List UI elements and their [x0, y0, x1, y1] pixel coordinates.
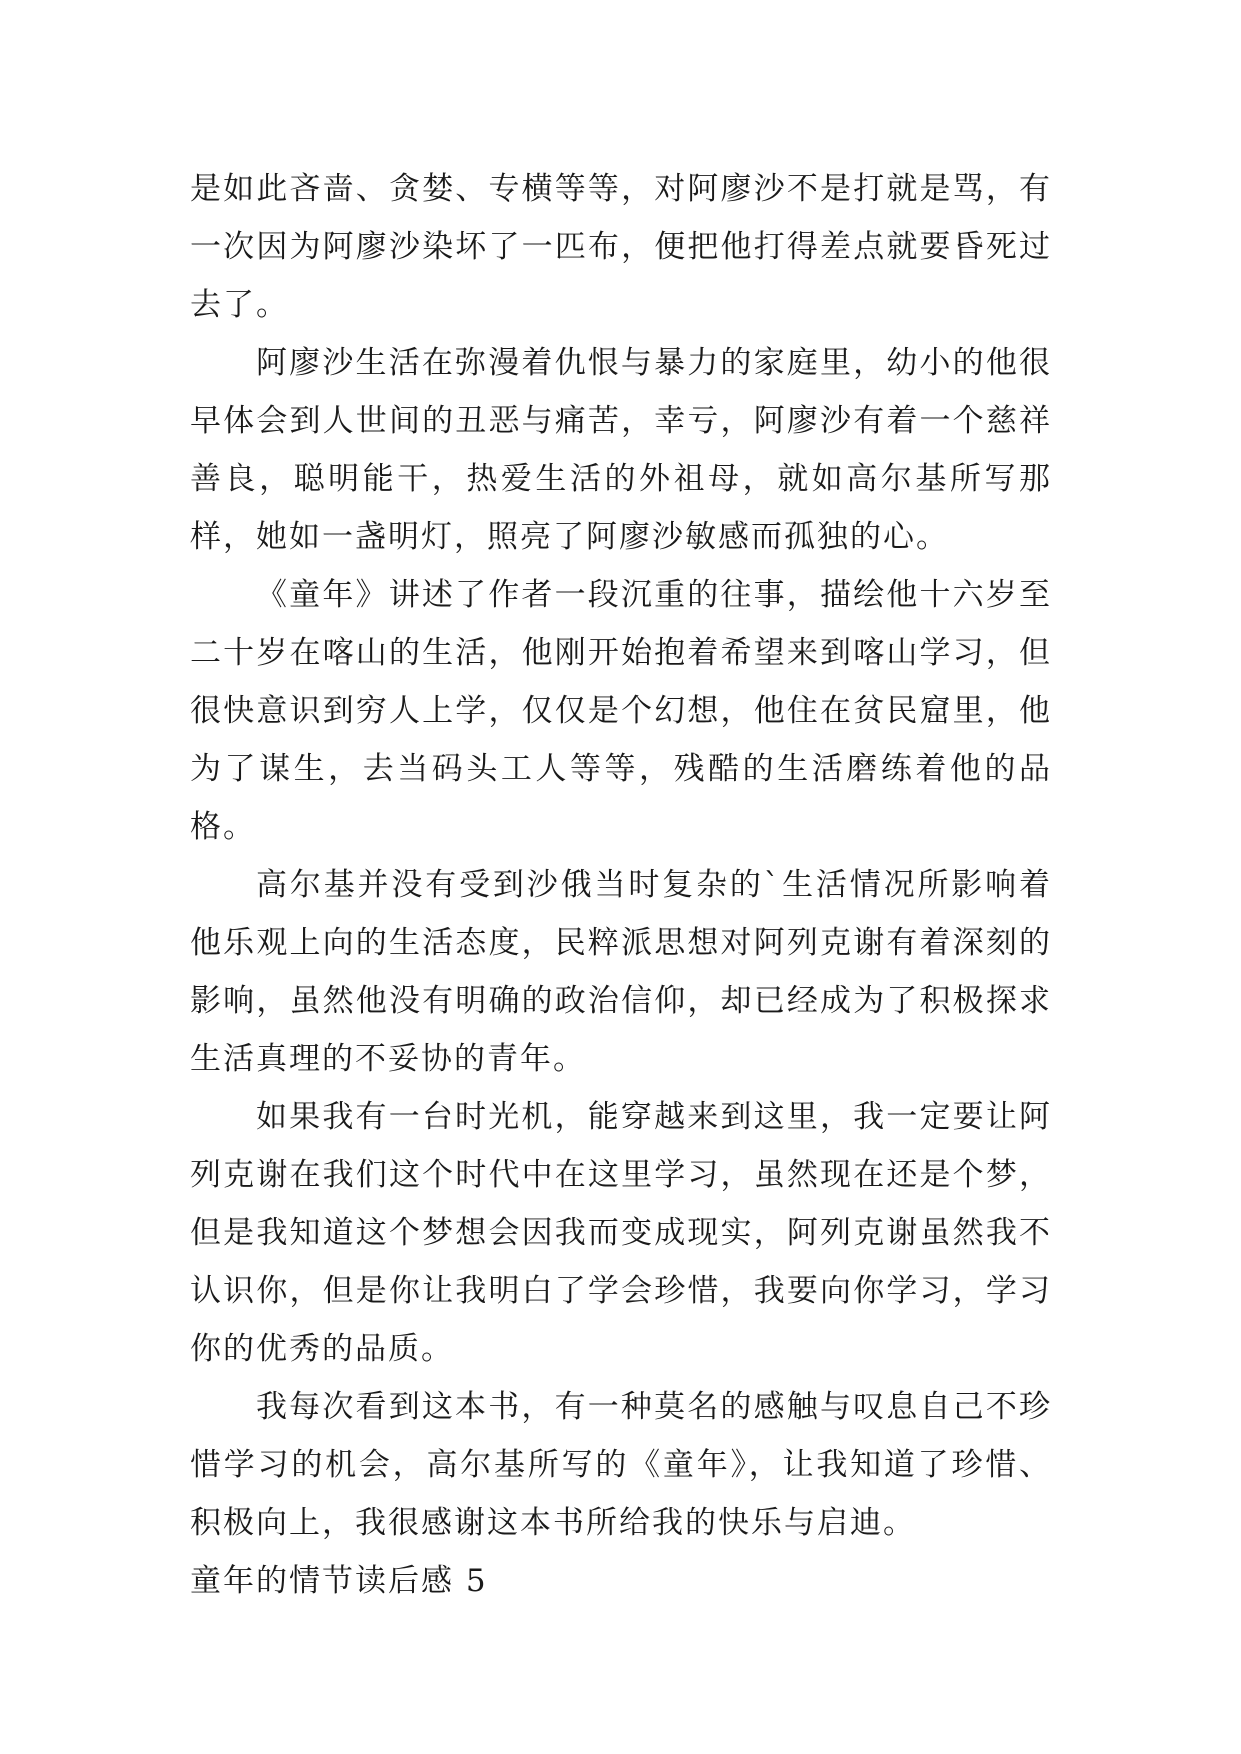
paragraph-4: 高尔基并没有受到沙俄当时复杂的`生活情况所影响着他乐观上向的生活态度，民粹派思想对阿列克谢有着深刻的影响，虽然他没有明确的政治信仰，却已经成为了积极探求生活真理的不妥协的青年。 [190, 867, 1052, 1077]
paragraph-6: 我每次看到这本书，有一种莫名的感触与叹息自己不珍惜学习的机会，高尔基所写的《童年》，让我知道了珍惜、积极向上，我很感谢这本书所给我的快乐与启迪。 [190, 1389, 1052, 1541]
paragraph-1: 是如此吝啬、贪婪、专横等等，对阿廖沙不是打就是骂，有一次因为阿廖沙染坏了一匹布，便把他打得差点就要昏死过去了。 [190, 171, 1052, 323]
paragraph-3: 《童年》讲述了作者一段沉重的往事，描绘他十六岁至二十岁在喀山的生活，他刚开始抱着希望来到喀山学习，但很快意识到穷人上学，仅仅是个幻想，他住在贫民窟里，他为了谋生，去当码头工人等等，残酷的生活磨练着他的品格。 [190, 577, 1052, 845]
paragraph-2: 阿廖沙生活在弥漫着仇恨与暴力的家庭里，幼小的他很早体会到人世间的丑恶与痛苦，幸亏，阿廖沙有着一个慈祥善良，聪明能干，热爱生活的外祖母，就如高尔基所写那样，她如一盏明灯，照亮了阿廖沙敏感而孤独的心。 [190, 345, 1052, 555]
paragraph-5: 如果我有一台时光机，能穿越来到这里，我一定要让阿列克谢在我们这个时代中在这里学习，虽然现在还是个梦，但是我知道这个梦想会因我而变成现实，阿列克谢虽然我不认识你，但是你让我明白了学会珍惜，我要向你学习，学习你的优秀的品质。 [190, 1099, 1052, 1367]
document-body [190, 160, 1052, 1610]
section-heading: 童年的情节读后感 5 [190, 1563, 488, 1599]
